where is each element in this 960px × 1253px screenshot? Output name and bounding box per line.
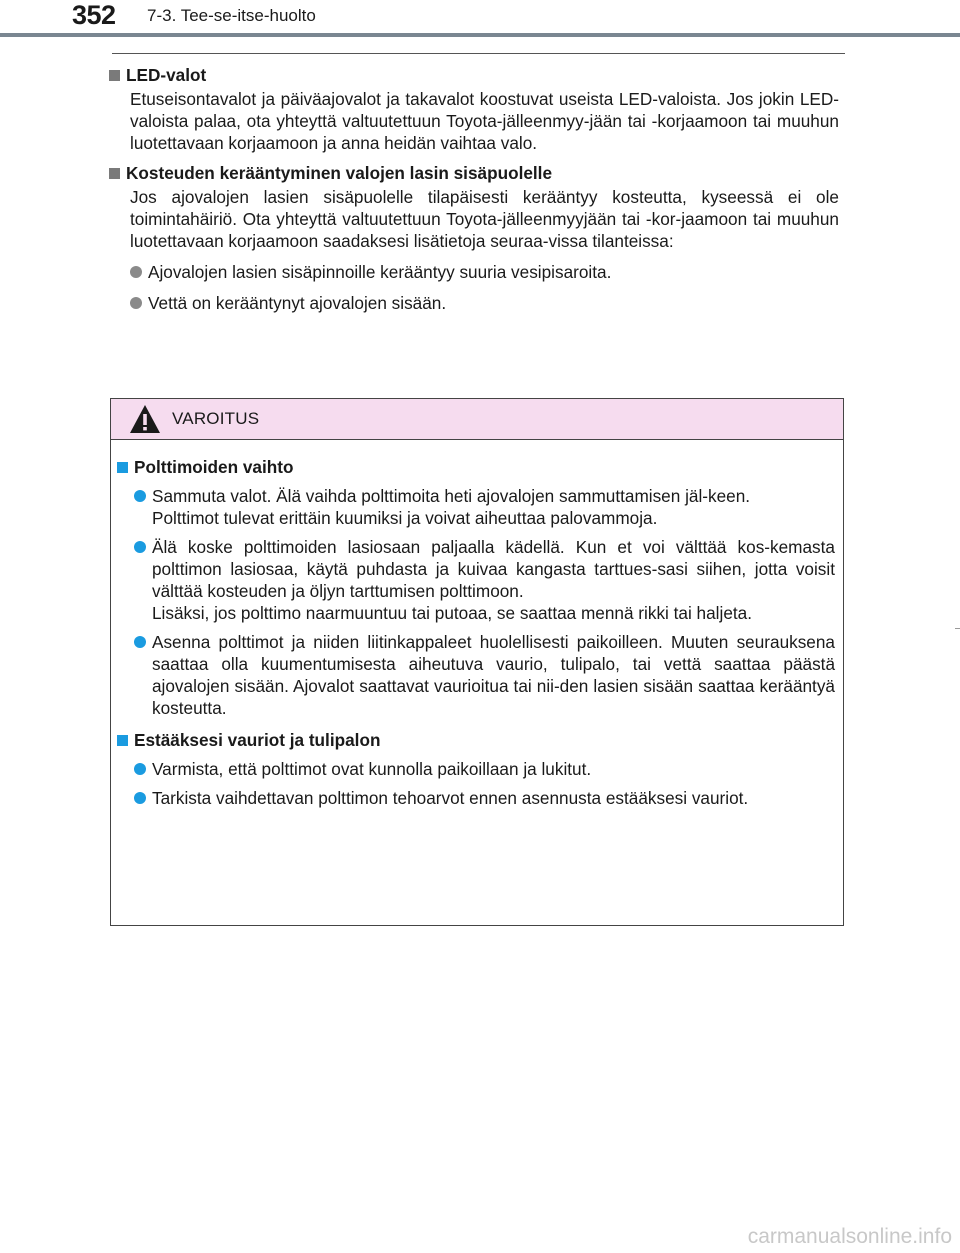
main-content xyxy=(109,64,839,322)
square-bullet-icon xyxy=(117,462,128,473)
warning-text-line: Polttimot tulevat erittäin kuumiksi ja voivat aiheuttaa palovammoja. xyxy=(152,508,658,528)
section-paragraph xyxy=(130,186,839,252)
edge-mark xyxy=(955,628,960,629)
warning-list-item xyxy=(134,758,835,780)
warning-triangle-icon xyxy=(128,403,162,435)
content-divider xyxy=(112,53,845,54)
header-rule xyxy=(0,33,960,37)
warning-section-prevent-damage xyxy=(117,729,835,809)
section-condensation xyxy=(109,162,839,314)
section-paragraph xyxy=(130,88,839,154)
round-bullet-icon xyxy=(134,636,146,648)
warning-text-line: Sammuta valot. Älä vaihda polttimoita heti ajovalojen sammuttamisen jäl-keen. xyxy=(152,486,751,506)
paragraph-text: Jos ajovalojen lasien sisäpuolelle tilapäisesti kerääntyy kosteutta, kyseessä ei ole toimintahäiriö. Ota yhteyttä valtuutettuun Toyota-jälleenmyyjään tai -kor-jaamoon tai muuhun luotettavaan korjaamoon saadaksesi lisätietoja seuraa-vissa tilanteissa: xyxy=(130,187,839,251)
watermark[interactable]: carmanualsonline.info xyxy=(747,1225,952,1248)
warning-list-item-text xyxy=(152,758,835,780)
list-item-text: Ajovalojen lasien sisäpinnoille kerääntyy suuria vesipisaroita. xyxy=(148,262,612,282)
warning-section-heading-text: Estääksesi vauriot ja tulipalon xyxy=(134,730,381,750)
paragraph-text: Etuseisontavalot ja päiväajovalot ja takavalot koostuvat useista LED-valoista. Jos jokin LED-valoista palaa, ota yhteyttä valtuutettuun Toyota-jälleenmyy-jään tai -korjaamoon tai muuhun luotettavaan korjaamoon ja anna heidän vaihtaa valo. xyxy=(130,89,839,153)
warning-list-item xyxy=(134,485,835,529)
section-heading xyxy=(109,64,839,86)
square-bullet-icon xyxy=(117,735,128,746)
round-bullet-icon xyxy=(134,541,146,553)
warning-header xyxy=(111,399,843,440)
warning-body xyxy=(111,440,843,809)
list-item-text: Vettä on kerääntynyt ajovalojen sisään. xyxy=(148,293,447,313)
warning-text-line: Asenna polttimot ja niiden liitinkappaleet huolellisesti paikoilleen. Muuten seurauksena saattaa olla kuumentumisesta aiheutuva vaurio, tulipalo, tai vettä saattaa päästä ajovalojen sisään. Ajovalot saattavat vaurioitua tai nii-den lasien sisään saattaa kerääntyä kosteutta. xyxy=(152,632,835,718)
warning-list-item-text xyxy=(152,787,835,809)
warning-title: VAROITUS xyxy=(172,409,260,428)
section-title: 7-3. Tee-se-itse-huolto xyxy=(147,6,316,25)
warning-section-heading-text: Polttimoiden vaihto xyxy=(134,457,294,477)
warning-text-line: Tarkista vaihdettavan polttimon tehoarvot ennen asennusta estääksesi vauriot. xyxy=(152,788,749,808)
section-heading-text: Kosteuden kerääntyminen valojen lasin sisäpuolelle xyxy=(126,163,553,183)
warning-text-line: Varmista, että polttimot ovat kunnolla paikoillaan ja lukitut. xyxy=(152,759,592,779)
warning-list-item-text xyxy=(152,631,835,719)
round-bullet-icon xyxy=(134,490,146,502)
section-heading-text: LED-valot xyxy=(126,65,207,85)
round-bullet-icon xyxy=(134,763,146,775)
list-item xyxy=(130,292,839,314)
square-bullet-icon xyxy=(109,70,120,81)
list-item xyxy=(130,261,839,283)
section-heading xyxy=(109,162,839,184)
warning-section-bulb-replacement xyxy=(117,456,835,719)
round-bullet-icon xyxy=(130,297,142,309)
warning-list-item-text xyxy=(152,536,835,624)
warning-list-item xyxy=(134,787,835,809)
warning-list-item xyxy=(134,536,835,624)
round-bullet-icon xyxy=(134,792,146,804)
section-led-lights xyxy=(109,64,839,154)
warning-box xyxy=(110,398,844,926)
warning-section-heading xyxy=(117,729,835,751)
square-bullet-icon xyxy=(109,168,120,179)
warning-list-item xyxy=(134,631,835,719)
page-number: 352 xyxy=(72,0,116,30)
warning-section-heading xyxy=(117,456,835,478)
warning-text-line: Lisäksi, jos polttimo naarmuuntuu tai putoaa, se saattaa mennä rikki tai haljeta. xyxy=(152,603,752,623)
warning-list-item-text xyxy=(152,485,835,529)
warning-text-line: Älä koske polttimoiden lasiosaan paljaalla kädellä. Kun et voi välttää kos-kemasta polttimon lasiosaa, käytä puhdasta ja kuivaa kangasta tarttues-sasi siihen, jotta voisit välttää kosteuden ja öljyn tarttumisen polttimoon. xyxy=(152,537,835,601)
round-bullet-icon xyxy=(130,266,142,278)
